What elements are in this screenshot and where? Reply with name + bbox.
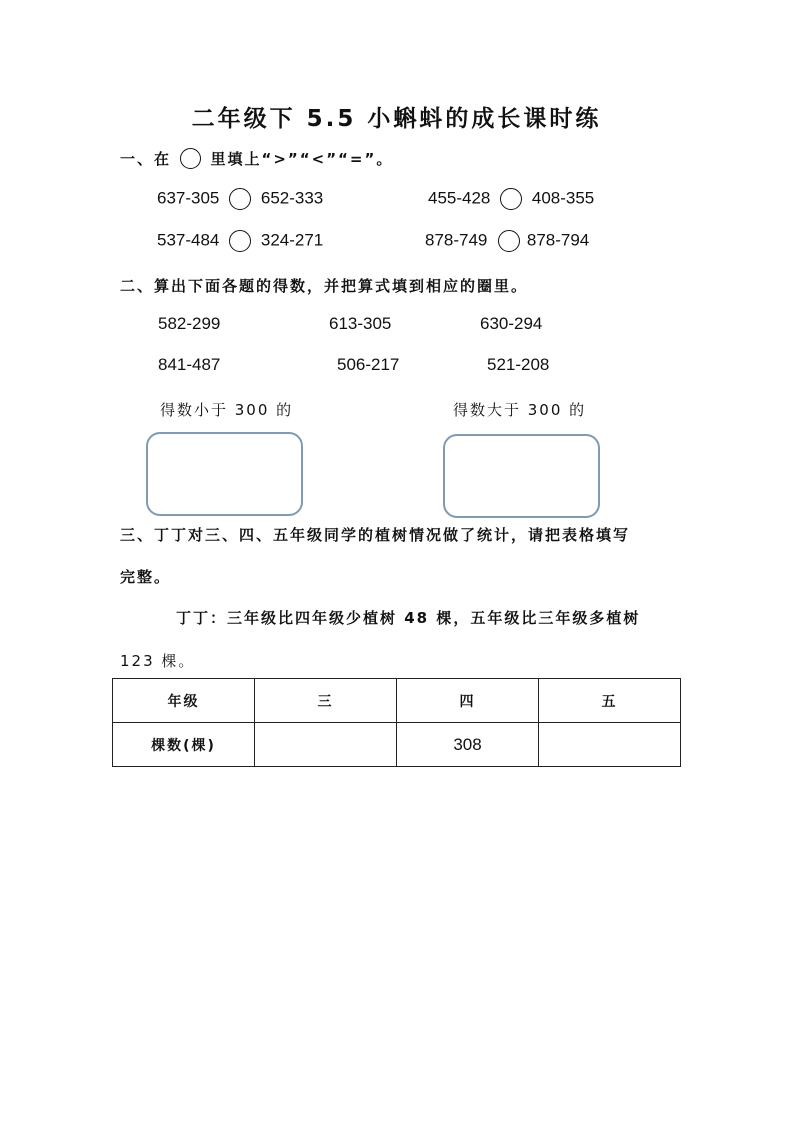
cell-text: 年级 bbox=[167, 693, 200, 710]
cell-text: 四 bbox=[459, 693, 476, 710]
section1-instruction bbox=[120, 148, 393, 169]
expression: 408-355 bbox=[531, 188, 595, 208]
tree-planting-table bbox=[112, 678, 681, 767]
compare-row-2-b bbox=[425, 230, 589, 252]
expression: 521-208 bbox=[487, 355, 550, 374]
table-cell-header bbox=[113, 679, 255, 723]
section1-label-suffix: 里填上“>”“<”“=”。 bbox=[210, 150, 394, 168]
compare-row-1-b bbox=[428, 188, 594, 210]
compare-circle-answer[interactable] bbox=[229, 230, 251, 252]
section3-hint-line2: 123 棵。 bbox=[120, 652, 196, 670]
table-cell-header bbox=[539, 679, 681, 723]
expression: 506-217 bbox=[337, 355, 400, 374]
expression: 652-333 bbox=[260, 188, 324, 208]
cell-text: 五 bbox=[601, 693, 618, 710]
expression: 324-271 bbox=[260, 230, 324, 250]
section1-label-prefix: 一、在 bbox=[120, 150, 172, 168]
cell-text: 308 bbox=[453, 734, 482, 754]
expression: 537-484 bbox=[157, 230, 220, 250]
table-cell-header bbox=[255, 679, 397, 723]
expression: 878-749 bbox=[425, 230, 488, 250]
table-cell-grade4 bbox=[397, 723, 539, 767]
compare-circle-answer[interactable] bbox=[229, 188, 251, 210]
table-cell-answer-grade3[interactable] bbox=[255, 723, 397, 767]
box-left-label: 得数小于 300 的 bbox=[160, 401, 294, 419]
expression: 455-428 bbox=[428, 188, 491, 208]
circle-icon bbox=[180, 148, 201, 169]
table-cell-label bbox=[113, 723, 255, 767]
expression: 613-305 bbox=[329, 314, 392, 333]
section3-instruction-line2: 完整。 bbox=[120, 568, 172, 586]
cell-text: 三 bbox=[317, 693, 334, 710]
table-row bbox=[113, 723, 681, 767]
table-cell-header bbox=[397, 679, 539, 723]
compare-circle-answer[interactable] bbox=[500, 188, 522, 210]
box-right-label: 得数大于 300 的 bbox=[453, 401, 587, 419]
section2-instruction: 二、算出下面各题的得数，并把算式填到相应的圈里。 bbox=[120, 277, 529, 295]
answer-box-greater-than-300[interactable] bbox=[443, 434, 600, 518]
cell-text: 棵数(棵) bbox=[151, 737, 216, 754]
compare-circle-answer[interactable] bbox=[498, 230, 520, 252]
table-header-row bbox=[113, 679, 681, 723]
expression: 630-294 bbox=[480, 314, 543, 333]
section3-hint-line1: 丁丁：三年级比四年级少植树 48 棵，五年级比三年级多植树 bbox=[176, 609, 641, 627]
expression: 878-794 bbox=[526, 230, 590, 250]
answer-box-less-than-300[interactable] bbox=[146, 432, 303, 516]
compare-row-1-a bbox=[157, 188, 323, 210]
expression: 582-299 bbox=[158, 314, 221, 333]
page-title: 二年级下 5.5 小蝌蚪的成长课时练 bbox=[191, 106, 602, 132]
expression: 637-305 bbox=[157, 188, 220, 208]
section3-instruction-line1: 三、丁丁对三、四、五年级同学的植树情况做了统计，请把表格填写 bbox=[120, 526, 631, 544]
compare-row-2-a bbox=[157, 230, 323, 252]
table-cell-answer-grade5[interactable] bbox=[539, 723, 681, 767]
expression: 841-487 bbox=[158, 355, 221, 374]
